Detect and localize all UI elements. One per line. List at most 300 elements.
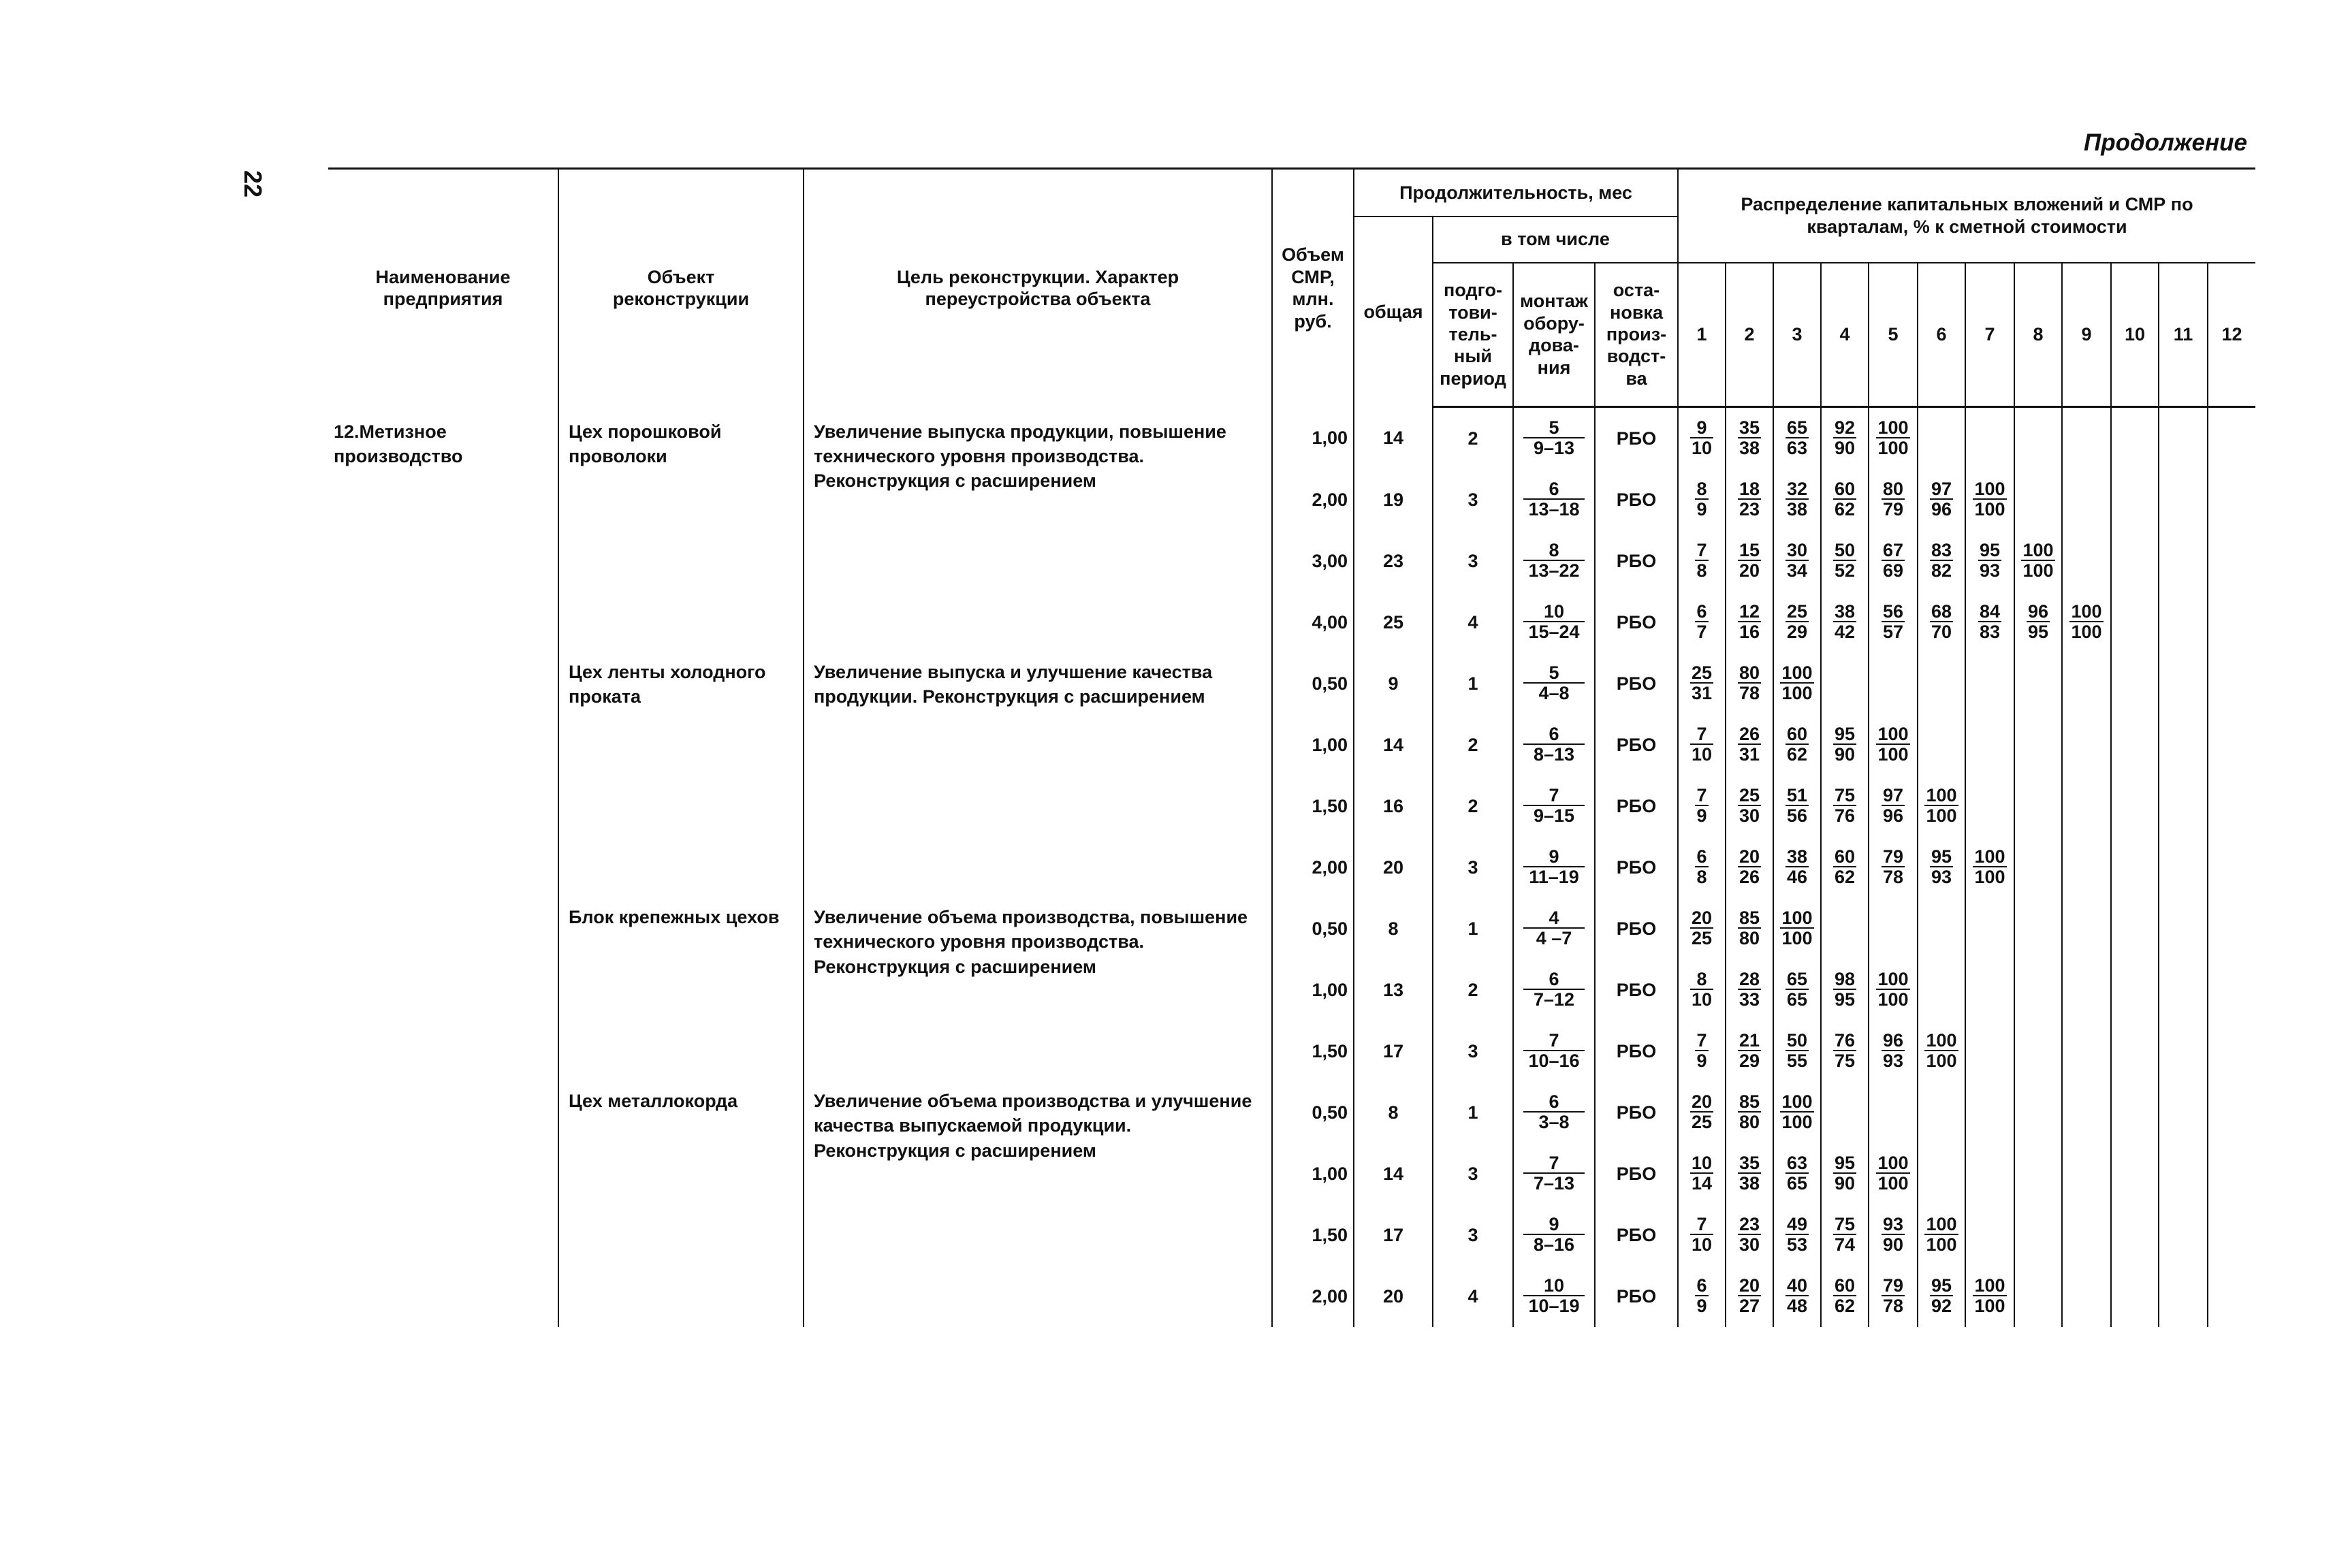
smr-percent: 8 [1696,867,1707,888]
table-row [328,407,2255,470]
quarter-fraction [1786,1153,1809,1194]
mounting-fraction [1523,786,1585,826]
smr-percent: 63 [1786,438,1808,459]
smr-percent: 93 [1979,560,2001,581]
smr-percent: 70 [1931,622,1952,643]
smr-percent: 9 [1696,805,1707,827]
smr-percent: 34 [1786,560,1808,581]
smr-percent: 100 [1877,989,1909,1010]
smr-percent: 100 [1877,744,1909,765]
volume-cell: 1,50 [1272,775,1354,837]
capital-investment-percent: 100 [1974,846,2005,867]
quarter-cell [1726,898,1773,959]
volume-cell: 4,00 [1272,592,1354,653]
quarter-cell [1869,959,1918,1021]
header-enterprise: Наименование предприятия [328,169,558,407]
object-name: Цех порошковой проволоки [558,407,804,654]
mounting-range: 7–13 [1533,1173,1575,1194]
smr-percent: 8 [1696,560,1707,581]
smr-percent: 100 [1974,1296,2005,1317]
quarter-cell [1821,1266,1869,1327]
header-quarter: 12 [2208,263,2255,407]
volume-cell: 2,00 [1272,469,1354,530]
quarter-cell [1821,898,1869,959]
quarter-fraction [1738,1153,1761,1194]
quarter-cell [2208,959,2255,1021]
smr-percent: 16 [1739,622,1760,643]
mounting-range: 3–8 [1538,1112,1570,1133]
quarter-cell [2062,775,2111,837]
quarter-fraction [1738,479,1761,519]
header-including: в том числе [1433,217,1678,263]
capital-investment-percent: 60 [1834,846,1856,867]
prep-period-cell: 3 [1433,1143,1513,1204]
smr-percent: 83 [1979,622,2001,643]
capital-investment-percent: 96 [1882,1029,1904,1051]
quarter-cell [1773,714,1821,775]
quarter-cell [2062,530,2111,592]
mounting-cell [1513,837,1595,898]
volume-cell: 1,50 [1272,1204,1354,1266]
quarter-fraction [1930,602,1953,642]
volume-cell: 2,00 [1272,837,1354,898]
mounting-cell [1513,959,1595,1021]
capital-investment-percent: 79 [1882,1275,1904,1296]
mounting-cell [1513,775,1595,837]
quarter-cell [1678,530,1726,592]
capital-investment-percent: 100 [1926,784,1957,805]
volume-cell: 2,00 [1272,1266,1354,1327]
quarter-cell [1678,714,1726,775]
mounting-months: 7 [1523,786,1585,806]
quarter-cell [1918,530,1965,592]
mounting-fraction [1523,541,1585,581]
smr-percent: 10 [1691,744,1713,765]
volume-cell: 0,50 [1272,653,1354,714]
quarter-fraction [1924,786,1958,826]
quarter-cell [2111,775,2159,837]
capital-investment-percent: 100 [1974,478,2005,499]
capital-investment-percent: 20 [1739,846,1760,867]
reconstruction-goal: Увеличение объема производства, повышение технического уровня производства. Реконструкция с расширением [804,898,1272,1082]
smr-percent: 10 [1691,1234,1713,1255]
mounting-months: 4 [1523,908,1585,929]
smr-percent: 53 [1786,1234,1808,1255]
quarter-cell [2111,530,2159,592]
quarter-cell [1821,407,1869,470]
capital-investment-percent: 93 [1882,1213,1904,1234]
quarter-fraction [1780,1092,1813,1132]
quarter-cell [1918,1021,1965,1082]
quarter-cell [1773,469,1821,530]
mounting-months: 8 [1523,541,1585,561]
smr-percent: 100 [1974,499,2005,520]
quarter-fraction [1930,479,1953,519]
capital-investment-percent: 8 [1696,478,1707,499]
quarter-cell [1773,592,1821,653]
table-row [328,653,2255,714]
mounting-range: 9–15 [1533,805,1575,827]
mounting-fraction [1523,970,1585,1010]
quarter-fraction [1690,418,1713,458]
production-stop-cell: РБО [1595,775,1678,837]
quarter-cell [1773,1266,1821,1327]
smr-percent: 62 [1834,1296,1856,1317]
quarter-fraction [1738,541,1761,581]
quarter-cell [1773,1082,1821,1143]
capital-investment-percent: 50 [1834,539,1856,560]
quarter-cell [1918,653,1965,714]
capital-investment-percent: 51 [1786,784,1808,805]
smr-percent: 75 [1834,1051,1856,1072]
quarter-cell [1918,469,1965,530]
smr-percent: 100 [1974,867,2005,888]
quarter-fraction [1738,908,1761,948]
quarter-cell [1965,1082,2014,1143]
quarter-fraction [1833,1153,1856,1194]
quarter-cell [2208,837,2255,898]
capital-investment-percent: 8 [1690,970,1713,990]
smr-percent: 100 [1926,1234,1957,1255]
production-stop-cell: РБО [1595,653,1678,714]
quarter-fraction [1786,724,1809,765]
quarter-cell [1965,837,2014,898]
quarter-cell [1965,469,2014,530]
quarter-fraction [1876,724,1909,765]
quarter-fraction [1780,908,1813,948]
quarter-cell [1726,837,1773,898]
total-duration-cell: 17 [1354,1021,1433,1082]
prep-period-cell: 2 [1433,775,1513,837]
capital-investment-percent: 28 [1739,968,1760,989]
quarter-cell [1821,1143,1869,1204]
quarter-cell [2014,1266,2062,1327]
quarter-cell [2159,1082,2208,1143]
smr-percent: 38 [1739,1173,1760,1194]
quarter-cell [2111,959,2159,1021]
quarter-cell [1918,1204,1965,1266]
total-duration-cell: 9 [1354,653,1433,714]
production-stop-cell: РБО [1595,530,1678,592]
capital-investment-percent: 68 [1931,601,1952,622]
smr-percent: 25 [1691,928,1713,949]
quarter-fraction [1930,1276,1953,1316]
mounting-fraction [1523,1215,1585,1255]
quarter-cell [2208,1021,2255,1082]
quarter-fraction [1882,1215,1905,1255]
capital-investment-percent: 84 [1979,601,2001,622]
quarter-fraction [1833,1276,1856,1316]
mounting-cell [1513,1082,1595,1143]
smr-percent: 100 [1926,805,1957,827]
quarter-fraction [1690,908,1713,948]
total-duration-cell: 20 [1354,837,1433,898]
mounting-range: 13–22 [1528,560,1580,581]
header-quarter: 5 [1869,263,1918,407]
quarter-cell [1773,837,1821,898]
smr-percent: 100 [1877,438,1909,459]
quarter-fraction [1786,602,1809,642]
smr-percent: 57 [1882,622,1904,643]
mounting-range: 10–16 [1528,1051,1580,1072]
header-total: общая [1354,217,1433,407]
quarter-fraction [1738,1092,1761,1132]
quarter-fraction [1882,602,1905,642]
quarter-cell [1869,837,1918,898]
header-quarter: 10 [2111,263,2159,407]
prep-period-cell: 1 [1433,898,1513,959]
smr-percent: 100 [1781,683,1813,704]
total-duration-cell: 20 [1354,1266,1433,1327]
quarter-fraction [1690,1215,1713,1255]
quarter-fraction [1833,970,1856,1010]
quarter-cell [1726,1021,1773,1082]
mounting-months: 10 [1523,602,1585,622]
capital-investment-percent: 25 [1739,784,1760,805]
mounting-months: 6 [1523,724,1585,745]
smr-percent: 56 [1786,805,1808,827]
production-stop-cell: РБО [1595,1143,1678,1204]
production-stop-cell: РБО [1595,407,1678,470]
mounting-months: 6 [1523,970,1585,990]
mounting-fraction [1523,1031,1585,1071]
capital-investment-percent: 100 [1926,1213,1957,1234]
capital-investment-percent: 38 [1834,601,1856,622]
reconstruction-table [328,167,2255,1327]
smr-percent: 69 [1882,560,1904,581]
quarter-cell [1678,1143,1726,1204]
quarter-fraction [1690,970,1713,1010]
quarter-cell [1773,898,1821,959]
capital-investment-percent: 6 [1696,846,1707,867]
production-stop-cell: РБО [1595,1204,1678,1266]
smr-percent: 26 [1739,867,1760,888]
production-stop-cell: РБО [1595,837,1678,898]
volume-cell: 3,00 [1272,530,1354,592]
continuation-label: Продолжение [2084,129,2247,156]
quarter-cell [1918,1266,1965,1327]
smr-percent: 100 [1877,1173,1909,1194]
capital-investment-percent: 85 [1739,1091,1760,1112]
quarter-cell [1678,837,1726,898]
quarter-cell [2111,1204,2159,1266]
volume-cell: 1,00 [1272,959,1354,1021]
capital-investment-percent: 25 [1691,662,1713,683]
quarter-fraction [1973,1276,2006,1316]
prep-period-cell: 3 [1433,1204,1513,1266]
capital-investment-percent: 60 [1834,1275,1856,1296]
header-quarter: 9 [2062,263,2111,407]
smr-percent: 96 [1931,499,1952,520]
capital-investment-percent: 7 [1696,539,1707,560]
smr-percent: 93 [1931,867,1952,888]
quarter-fraction [1882,1276,1905,1316]
capital-investment-percent: 30 [1786,539,1808,560]
total-duration-cell: 17 [1354,1204,1433,1266]
quarter-fraction [1738,724,1761,765]
quarter-fraction [2027,602,2050,642]
quarter-cell [1821,592,1869,653]
quarter-fraction [1738,1031,1761,1071]
capital-investment-percent: 75 [1834,1213,1856,1234]
total-duration-cell: 25 [1354,592,1433,653]
quarter-cell [1773,775,1821,837]
quarter-fraction [1690,1153,1713,1194]
quarter-cell [2159,775,2208,837]
capital-investment-percent: 95 [1834,1152,1856,1173]
quarter-cell [2208,407,2255,470]
quarter-fraction [2021,541,2054,581]
quarter-fraction [1786,418,1809,458]
smr-percent: 29 [1739,1051,1760,1072]
capital-investment-percent: 65 [1786,417,1808,438]
total-duration-cell: 14 [1354,714,1433,775]
quarter-fraction [1978,541,2001,581]
mounting-months: 9 [1523,847,1585,867]
capital-investment-percent: 100 [1877,1152,1909,1173]
smr-percent: 100 [1781,1112,1813,1133]
mounting-months: 6 [1523,479,1585,500]
capital-investment-percent: 38 [1786,846,1808,867]
production-stop-cell: РБО [1595,714,1678,775]
quarter-cell [1678,959,1726,1021]
mounting-cell [1513,1266,1595,1327]
header-quarter: 3 [1773,263,1821,407]
quarter-fraction [1882,1031,1905,1071]
mounting-cell [1513,1021,1595,1082]
quarter-fraction [1833,786,1856,826]
header-quarter: 6 [1918,263,1965,407]
quarter-fraction [1833,724,1856,765]
total-duration-cell: 23 [1354,530,1433,592]
prep-period-cell: 2 [1433,714,1513,775]
smr-percent: 93 [1882,1051,1904,1072]
quarter-cell [1918,837,1965,898]
quarter-fraction [1876,1153,1909,1194]
mounting-range: 15–24 [1528,622,1580,643]
capital-investment-percent: 67 [1882,539,1904,560]
quarter-cell [2159,959,2208,1021]
volume-cell: 0,50 [1272,1082,1354,1143]
smr-percent: 23 [1739,499,1760,520]
quarter-cell [1821,1021,1869,1082]
mounting-range: 11–19 [1529,867,1579,888]
smr-percent: 95 [2027,622,2049,643]
header-goal: Цель реконструкции. Характер переустройства объекта [804,169,1272,407]
quarter-cell [1918,775,1965,837]
mounting-months: 9 [1523,1215,1585,1235]
capital-investment-percent: 83 [1931,539,1952,560]
smr-percent: 95 [1834,989,1856,1010]
prep-period-cell: 2 [1433,959,1513,1021]
quarter-cell [2014,469,2062,530]
quarter-cell [2111,469,2159,530]
quarter-fraction [1930,847,1953,887]
smr-percent: 42 [1834,622,1856,643]
quarter-fraction [1833,418,1856,458]
quarter-cell [1726,1266,1773,1327]
capital-investment-percent: 100 [1877,417,1909,438]
quarter-cell [2111,837,2159,898]
prep-period-cell: 1 [1433,653,1513,714]
quarter-fraction [1882,786,1905,826]
quarter-cell [2062,592,2111,653]
quarter-cell [2111,1143,2159,1204]
smr-percent: 10 [1691,438,1713,459]
header-volume: Объем СМР, млн. руб. [1272,169,1354,407]
quarter-cell [1821,530,1869,592]
capital-investment-percent: 85 [1739,907,1760,928]
quarter-cell [1918,592,1965,653]
quarter-cell [1678,592,1726,653]
quarter-cell [1726,714,1773,775]
mounting-range: 13–18 [1528,499,1580,520]
smr-percent: 14 [1691,1173,1713,1194]
capital-investment-percent: 7 [1690,724,1713,745]
mounting-fraction [1523,908,1585,948]
quarter-cell [1821,469,1869,530]
smr-percent: 7 [1696,622,1707,643]
capital-investment-percent: 23 [1739,1213,1760,1234]
header-duration: Продолжительность, мес [1354,169,1678,217]
quarter-fraction [1695,847,1708,887]
capital-investment-percent: 100 [2022,539,2054,560]
capital-investment-percent: 100 [1877,723,1909,744]
quarter-cell [1726,407,1773,470]
smr-percent: 27 [1739,1296,1760,1317]
smr-percent: 90 [1882,1234,1904,1255]
reconstruction-goal: Увеличение объема производства и улучшение качества выпускаемой продукции. Реконструкция с расширением [804,1082,1272,1327]
capital-investment-percent: 80 [1739,662,1760,683]
quarter-cell [1726,530,1773,592]
prep-period-cell: 3 [1433,837,1513,898]
quarter-cell [2159,898,2208,959]
capital-investment-percent: 75 [1834,784,1856,805]
quarter-cell [1965,1021,2014,1082]
smr-percent: 100 [2022,560,2054,581]
capital-investment-percent: 100 [2071,601,2102,622]
quarter-cell [1918,714,1965,775]
quarter-cell [1869,530,1918,592]
smr-percent: 90 [1834,438,1856,459]
quarter-cell [1821,1082,1869,1143]
quarter-cell [2111,592,2159,653]
header-mounting: монтаж обору-дова-ния [1513,263,1595,407]
quarter-fraction [1930,541,1953,581]
capital-investment-percent: 20 [1691,907,1713,928]
quarter-cell [2062,714,2111,775]
header-distribution: Распределение капитальных вложений и СМР по кварталам, % к сметной стоимости [1678,169,2255,263]
quarter-cell [1678,653,1726,714]
total-duration-cell: 16 [1354,775,1433,837]
smr-percent: 100 [2071,622,2102,643]
quarter-cell [1821,714,1869,775]
capital-investment-percent: 18 [1739,478,1760,499]
mounting-months: 7 [1523,1031,1585,1051]
quarter-cell [1821,653,1869,714]
mounting-months: 6 [1523,1092,1585,1113]
capital-investment-percent: 97 [1882,784,1904,805]
quarter-cell [2062,837,2111,898]
capital-investment-percent: 6 [1696,601,1707,622]
object-name: Цех ленты холодного проката [558,653,804,898]
quarter-cell [1773,1204,1821,1266]
quarter-cell [1965,714,2014,775]
quarter-cell [2062,1021,2111,1082]
quarter-fraction [1695,479,1708,519]
mounting-cell [1513,898,1595,959]
quarter-cell [2062,1143,2111,1204]
